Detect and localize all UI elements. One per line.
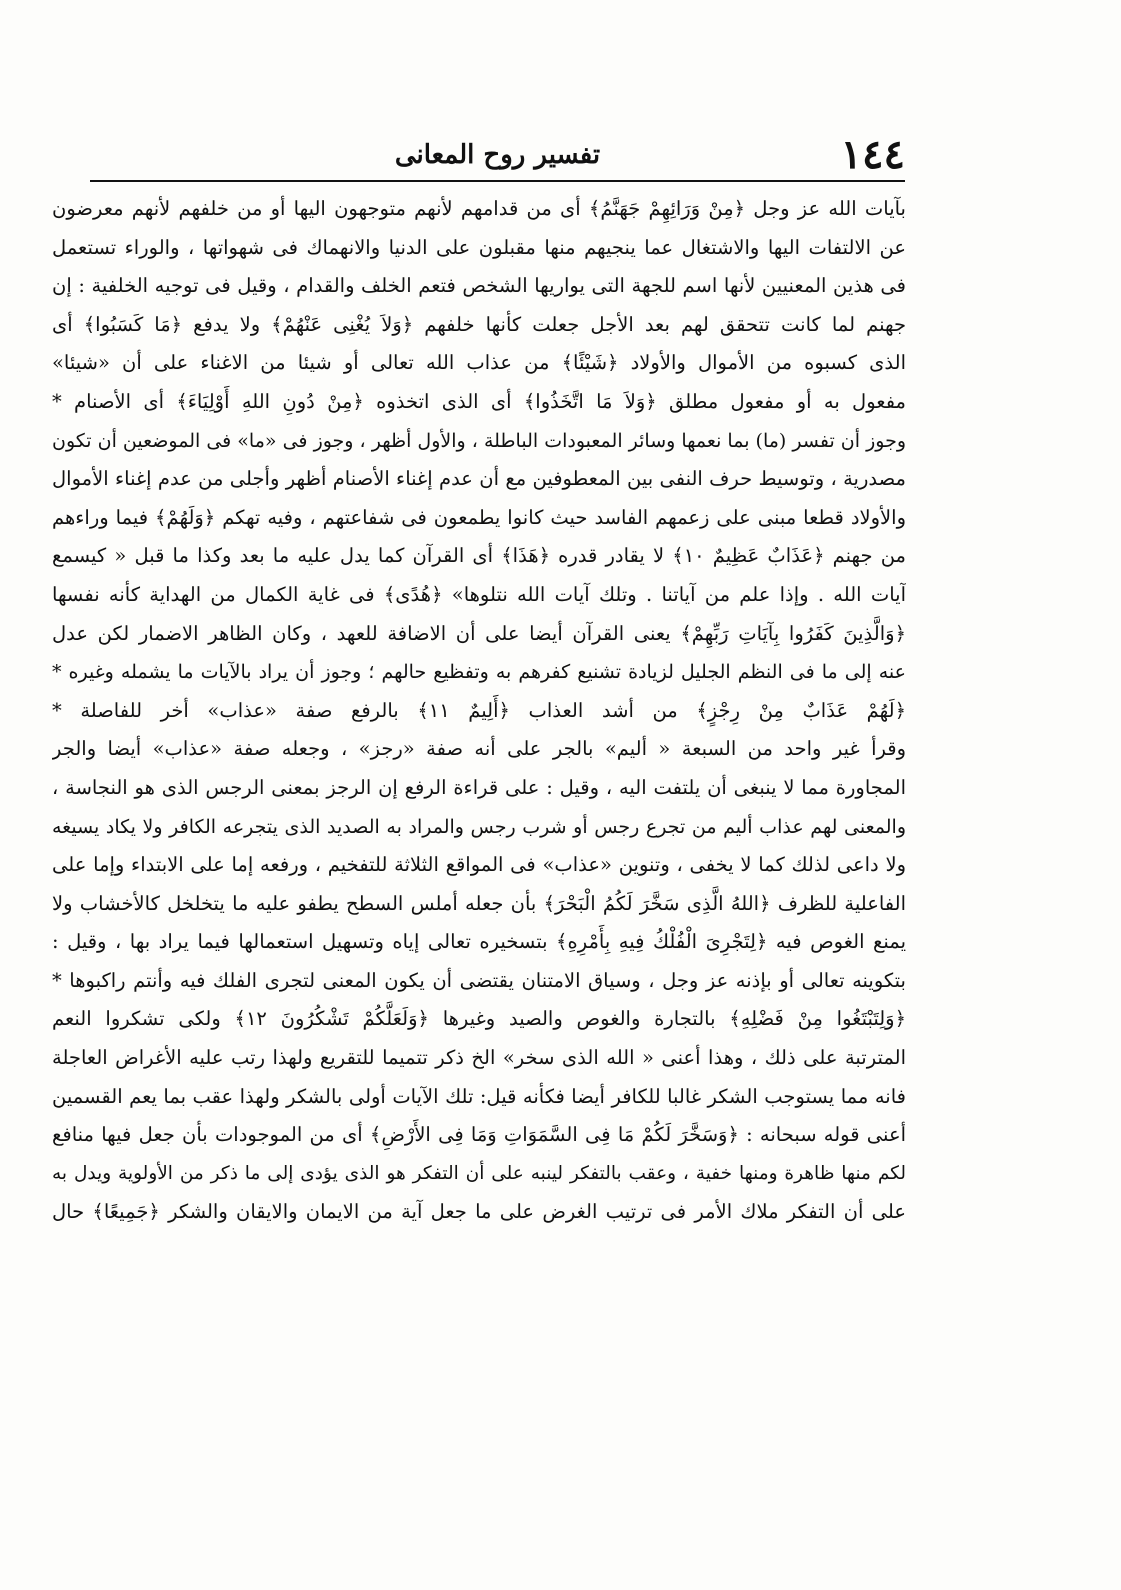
- text-line: ﴿لَهُمْ عَذَابٌ مِنْ رِجْزٍ﴾ من أشد العذاب ﴿أَلِيمٌ ١١﴾ بالرفع صفة «عذاب» أخر للفاصلة *: [52, 698, 906, 722]
- text-line: مفعول به أو مفعول مطلق ﴿وَلاَ مَا اتَّخَذُوا﴾ أى الذى اتخذوه ﴿مِنْ دُونِ اللهِ أَوْلِيَاءَ﴾ أى الأصنام *: [52, 389, 906, 413]
- text-line: وقرأ غير واحد من السبعة « أليم» بالجر على أنه صفة «رجز» ، وجعله صفة «عذاب» أيضا والجر: [52, 737, 906, 761]
- text-line: والأولاد قطعا مبنى على زعمهم الفاسد حيث كانوا يطمعون فى شفاعتهم ، وفيه تهكم ﴿وَلَهُمْ﴾ فيما وراءهم: [52, 505, 906, 529]
- text-line: الفاعلية للظرف ﴿اللهُ الَّذِى سَخَّرَ لَكُمُ الْبَحْرَ﴾ بأن جعله أملس السطح يطفو عليه ما يتخلخل كالأخشاب ولا: [52, 891, 906, 915]
- text-line: المجاورة مما لا ينبغى أن يلتفت اليه ، وقيل : على قراءة الرفع إن الرجز بمعنى الرجس الذى هو النجاسة ،: [52, 775, 906, 799]
- text-line: أعنى قوله سبحانه : ﴿وَسَخَّرَ لَكُمْ مَا فِى السَّمَوَاتِ وَمَا فِى الأَرْضِ﴾ أى من الموجودات بأن جعل فيها منافع: [52, 1123, 906, 1147]
- text-line: عنه إلى ما فى النظم الجليل لزيادة تشنيع كفرهم به وتفظيع حالهم ؛ وجوز أن يراد بالآيات ما يشمله وغيره *: [52, 661, 906, 684]
- body-text: [52, 190, 906, 1232]
- text-line: ﴿وَالَّذِينَ كَفَرُوا بِآيَاتِ رَبِّهِمْ﴾ يعنى القرآن أيضا على أن الاضافة للعهد ، وكان الظاهر الاضمار لكن عدل: [52, 621, 906, 645]
- text-line: فى هذين المعنيين لأنها اسم للجهة التى يواريها الشخص فتعم الخلف والقدام ، وقيل فى توجيه الخلفية : إن: [52, 274, 906, 298]
- running-title: تفسير روح المعانى: [394, 140, 601, 170]
- text-line: ﴿وَلِتَبْتَغُوا مِنْ فَضْلِهِ﴾ بالتجارة والغوص والصيد وغيرها ﴿وَلَعَلَّكُمْ تَشْكُرُونَ ١٢﴾ ولكى تشكروا النعم: [52, 1007, 906, 1031]
- text-line: من جهنم ﴿عَذَابٌ عَظِيمٌ ١٠﴾ لا يقادر قدره ﴿هَذَا﴾ أى القرآن كما يدل عليه ما بعد وكذا ما قبل « كيسمع: [52, 544, 906, 568]
- text-line: فانه مما يستوجب الشكر غالبا للكافر أيضا فكأنه قيل: تلك الآيات أولى بالشكر ولهذا عقب بما يعم القسمين: [52, 1084, 906, 1108]
- header-rule: [90, 180, 905, 182]
- text-line: بتكوينه تعالى أو بإذنه عز وجل ، وسياق الامتنان يقتضى أن يكون المعنى لتجرى الفلك فيه وأنتم راكبوها *: [52, 968, 906, 992]
- text-line: يمنع الغوص فيه ﴿لِتَجْرِىَ الْفُلْكُ فِيهِ بِأَمْرِهِ﴾ بتسخيره تعالى إياه وتسهيل استعمالها فيما يراد بها ، وقيل :: [52, 930, 906, 954]
- text-line: وجوز أن تفسر (ما) بما نعمها وسائر المعبودات الباطلة ، والأول أظهر ، وجوز فى «ما» فى الموضعين أن تكون: [52, 429, 906, 452]
- text-line: آيات الله . وإذا علم من آياتنا . وتلك آيات الله نتلوها» ﴿هُدًى﴾ فى غاية الكمال من الهداية كأنه نفسها: [52, 582, 906, 606]
- text-line: جهنم لما كانت تتحقق لهم بعد الأجل جعلت كأنها خلفهم ﴿وَلاَ يُغْنِى عَنْهُمْ﴾ ولا يدفع ﴿مَا كَسَبُوا﴾ أى: [52, 312, 906, 336]
- text-line: مصدرية ، وتوسيط حرف النفى بين المعطوفين مع أن عدم إغناء الأصنام أظهر وأجلى من عدم إغناء الأموال: [52, 467, 906, 491]
- text-line: لكم منها ظاهرة ومنها خفية ، وعقب بالتفكر لينبه على أن التفكر هو الذى يؤدى إلى ما ذكر من الأولوية ويدل به: [52, 1162, 906, 1184]
- text-line: عن الالتفات اليها والاشتغال عما ينجيهم منها مقبلون على الدنيا والانهماك فى شهواتها ، والوراء تستعمل: [52, 235, 906, 259]
- text-line: على أن التفكر ملاك الأمر فى ترتيب الغرض على ما جعل آية من الايمان والايقان والشكر ﴿جَمِيعًا﴾ حال: [52, 1200, 906, 1224]
- text-line: والمعنى لهم عذاب أليم من تجرع رجس أو شرب رجس والمراد به الصديد الذى يتجرعه الكافر ولا يكاد يسيغه: [52, 815, 906, 838]
- text-line: بآيات الله عز وجل ﴿مِنْ وَرَائِهِمْ جَهَنَّمُ﴾ أى من قدامهم لأنهم متوجهون اليها أو من خلفهم لأنهم معرضون: [52, 197, 906, 220]
- text-line: الذى كسبوه من الأموال والأولاد ﴿شَيْئًا﴾ من عذاب الله تعالى أو شيئا من الاغناء على أن «شيئا»: [52, 351, 906, 375]
- page-number: ١٤٤: [840, 131, 905, 178]
- page-header: [90, 131, 905, 178]
- text-line: ولا داعى لذلك كما لا يخفى ، وتنوين «عذاب» فى المواقع الثلاثة للتفخيم ، ورفعه إما على الابتداء وإما على: [52, 853, 906, 877]
- text-line: المترتبة على ذلك ، وهذا أعنى « الله الذى سخر» الخ ذكر تتميما للتقريع ولهذا رتب عليه الأغراض العاجلة: [52, 1046, 906, 1070]
